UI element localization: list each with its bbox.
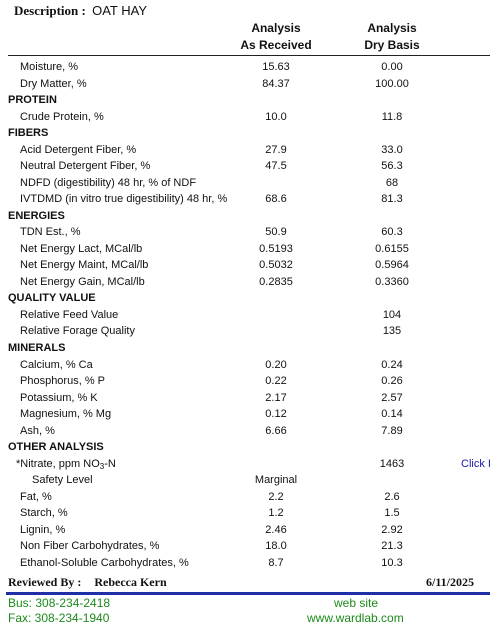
- row-label: Neutral Detergent Fiber, %: [20, 160, 151, 173]
- row-label: Acid Detergent Fiber, %: [20, 143, 137, 156]
- table-row: [0, 406, 502, 422]
- value-dry-basis: 21.3: [381, 540, 403, 553]
- value-as-received: 10.0: [265, 110, 287, 123]
- value-dry-basis: 0.6155: [375, 242, 409, 255]
- table-row: [0, 76, 502, 92]
- table-row: [0, 538, 502, 554]
- value-dry-basis: 135: [382, 325, 402, 338]
- row-label: Relative Feed Value: [20, 308, 119, 321]
- table-row: [0, 307, 502, 323]
- table-row: [0, 241, 502, 257]
- section-heading: [0, 340, 502, 356]
- value-dry-basis: 0.26: [381, 375, 403, 388]
- value-as-received: 18.0: [265, 540, 287, 553]
- column-header-line: Analysis: [367, 21, 417, 35]
- value-dry-basis: 60.3: [381, 226, 403, 239]
- section-title: FIBERS: [8, 127, 49, 140]
- row-label: Calcium, % Ca: [20, 358, 93, 371]
- value-dry-basis: 2.92: [381, 523, 403, 536]
- column-header-line: Dry Basis: [364, 38, 420, 52]
- value-as-received: 47.5: [265, 160, 287, 173]
- row-label: Non Fiber Carbohydrates, %: [20, 540, 160, 553]
- row-label: Crude Protein, %: [20, 110, 104, 123]
- table-row: [0, 59, 502, 75]
- table-row: [0, 175, 502, 191]
- phone-bus: Bus: 308-234-2418: [8, 596, 111, 610]
- value-as-received: 0.5193: [259, 242, 293, 255]
- row-label: Moisture, %: [20, 61, 79, 73]
- table-row: [0, 555, 502, 571]
- description: [14, 3, 147, 19]
- row-label: Lignin, %: [20, 523, 66, 536]
- row-label: Potassium, % K: [20, 391, 98, 404]
- row-label: Phosphorus, % P: [20, 375, 105, 388]
- table-row: [0, 224, 502, 240]
- website-link[interactable]: www.wardlab.com: [307, 611, 404, 625]
- column-header-dry-basis: [332, 20, 452, 54]
- value-dry-basis: 1463: [379, 457, 405, 470]
- description-value: OAT HAY: [92, 3, 148, 18]
- row-label: Net Energy Lact, MCal/lb: [20, 242, 143, 255]
- value-dry-basis: 11.8: [381, 110, 403, 123]
- table-row: [0, 191, 502, 207]
- table-row: [0, 472, 502, 488]
- website-label: web site: [334, 596, 379, 610]
- column-header-line: Analysis: [251, 21, 301, 35]
- value-dry-basis: 0.24: [381, 358, 403, 371]
- value-dry-basis: 2.6: [384, 490, 400, 503]
- row-label: NDFD (digestibility) 48 hr, % of NDF: [20, 176, 197, 189]
- section-title: ENERGIES: [8, 209, 65, 222]
- value-dry-basis: 104: [382, 308, 402, 321]
- table-row: [0, 323, 502, 339]
- value-as-received: 1.2: [268, 507, 284, 520]
- section-title: MINERALS: [8, 342, 66, 354]
- value-dry-basis: 100.00: [375, 77, 409, 90]
- reviewer-name: Rebecca Kern: [94, 575, 167, 589]
- table-row: [0, 373, 502, 389]
- value-as-received: 50.9: [265, 226, 287, 239]
- value-as-received: 2.2: [268, 490, 284, 503]
- column-header-line: As Received: [240, 38, 312, 52]
- header-divider: [8, 55, 490, 56]
- row-label: Starch, %: [20, 507, 68, 520]
- section-title: PROTEIN: [8, 94, 57, 107]
- row-label-subscript: 3: [99, 461, 105, 471]
- footer-divider: [6, 592, 490, 595]
- value-as-received: 2.17: [265, 391, 287, 404]
- section-title: QUALITY VALUE: [8, 292, 96, 305]
- value-dry-basis: 0.00: [381, 61, 403, 73]
- row-label: TDN Est., %: [20, 226, 81, 239]
- table-row: [0, 456, 502, 472]
- review-date: 6/11/2025: [426, 575, 475, 589]
- value-as-received: 15.63: [262, 61, 290, 73]
- value-as-received: 8.7: [268, 556, 284, 569]
- value-as-received: 6.66: [265, 424, 287, 437]
- section-heading: [0, 439, 502, 455]
- table-row: [0, 505, 502, 521]
- description-label: Description :: [14, 3, 86, 18]
- value-as-received: 68.6: [265, 193, 287, 206]
- row-label: Relative Forage Quality: [20, 325, 135, 338]
- row-label: Safety Level: [32, 474, 93, 487]
- value-dry-basis: 33.0: [381, 143, 403, 156]
- table-row: [0, 522, 502, 538]
- section-heading: [0, 208, 502, 224]
- value-as-received: 0.20: [265, 358, 287, 371]
- value-dry-basis: 10.3: [381, 556, 403, 569]
- value-as-received: 0.12: [265, 408, 287, 421]
- row-label-text: *Nitrate, ppm NO: [16, 457, 100, 470]
- section-heading: [0, 92, 502, 108]
- table-row: [0, 158, 502, 174]
- row-label-text: -N: [104, 457, 116, 470]
- row-label: Magnesium, % Mg: [20, 408, 112, 421]
- value-dry-basis: 0.14: [381, 408, 403, 421]
- value-as-received: Marginal: [254, 474, 298, 487]
- reviewed-by: [8, 575, 167, 590]
- row-label: Dry Matter, %: [20, 77, 87, 90]
- info-link[interactable]: Click I: [461, 457, 491, 470]
- row-label: Ethanol-Soluble Carbohydrates, %: [20, 556, 189, 569]
- row-label: Net Energy Gain, MCal/lb: [20, 275, 145, 288]
- section-title: OTHER ANALYSIS: [8, 441, 104, 454]
- row-label: Net Energy Maint, MCal/lb: [20, 259, 149, 272]
- value-dry-basis: 7.89: [381, 424, 403, 437]
- value-as-received: 0.5032: [259, 259, 293, 272]
- row-label: IVTDMD (in vitro true digestibility) 48 hr, %: [20, 193, 228, 206]
- table-row: [0, 274, 502, 290]
- table-row: [0, 257, 502, 273]
- value-dry-basis: 56.3: [381, 160, 403, 173]
- value-dry-basis: 0.5964: [375, 259, 409, 272]
- value-as-received: 0.2835: [259, 275, 293, 288]
- value-as-received: 0.22: [265, 375, 287, 388]
- row-label: Ash, %: [20, 424, 55, 437]
- value-as-received: 84.37: [262, 77, 290, 90]
- value-dry-basis: 68: [385, 176, 399, 189]
- section-heading: [0, 125, 502, 141]
- reviewed-by-label: Reviewed By :: [8, 575, 82, 589]
- row-label: Fat, %: [20, 490, 52, 503]
- value-as-received: 27.9: [265, 143, 287, 156]
- table-row: [0, 109, 502, 125]
- table-row: [0, 489, 502, 505]
- value-dry-basis: 0.3360: [375, 275, 409, 288]
- table-row: [0, 142, 502, 158]
- value-dry-basis: 81.3: [381, 193, 403, 206]
- value-dry-basis: 2.57: [381, 391, 403, 404]
- section-heading: [0, 290, 502, 306]
- table-row: [0, 390, 502, 406]
- column-header-as-received: [216, 20, 336, 54]
- phone-fax: Fax: 308-234-1940: [8, 611, 110, 625]
- table-row: [0, 357, 502, 373]
- value-as-received: 2.46: [265, 523, 287, 536]
- table-row: [0, 423, 502, 439]
- value-dry-basis: 1.5: [384, 507, 400, 520]
